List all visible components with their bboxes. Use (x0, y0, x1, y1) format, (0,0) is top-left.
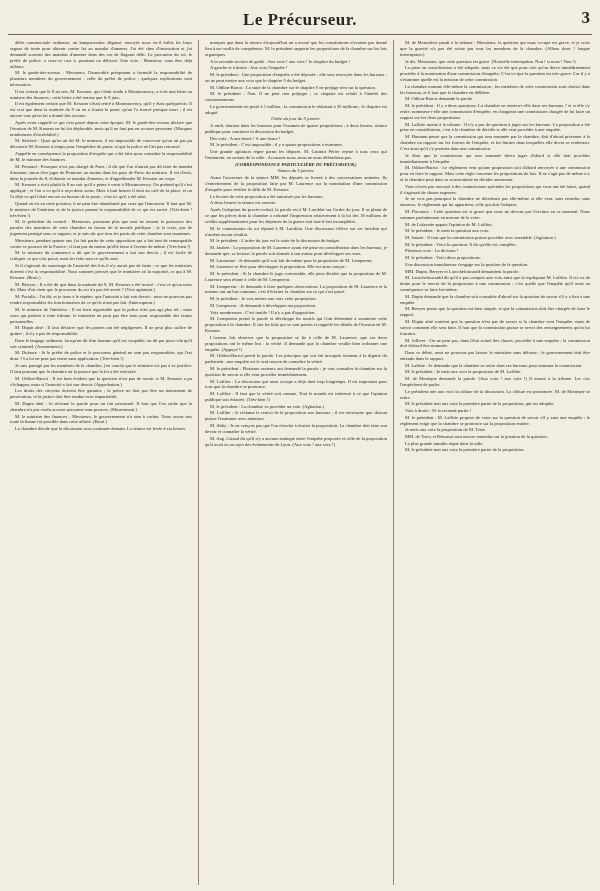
article-paragraph: M. le président : M. Laffitte propose de voter sur la question de savoir s'il y aura une enquête ; le règlement exige que la chambre se prononce sur la proposition entière. (400, 414, 590, 426)
column-2 (205, 40, 387, 885)
article-paragraph: Vous n'avez pas renvoyé à des commissions spéciales les propositions qui vous ont été faites, quand il s'agissait de choses urgentes. (400, 183, 590, 195)
article-paragraph: L'orateur fait observer que la proposition se lie à celle de M. Laurence, que ces deux propositions ont le même but : la vérité. Il demande que la chambre veuille bien ordonner une enquête. (Appuyé !) (205, 334, 387, 352)
page-header (8, 8, 592, 35)
article-paragraph: M. le président : Non. Il ne peut rien préjuger ; ce chapitre est relatif à l'intérêt des cautionnements. (205, 91, 387, 103)
article-paragraph: M. Lamartine : Je demande qu'il soit fait de même pour la proposition de M. Lempereur. (210, 257, 373, 263)
article-paragraph: M. le président : Je mets aux voix la proposition de M. Laffitte. (405, 369, 522, 375)
article-paragraph: Une discussion tumultueuse s'engage sur la position de la question. (405, 261, 529, 267)
article-paragraph: Il est certain que le 8 au soir, M. Kessner, qui s'était rendu à Montmorency, a écrit une lettre au ministre des finances ; cette lettre a été remise que le 9 juin. (10, 88, 192, 100)
article-paragraph: dèles commerciale ordinaire, un banqueroutier déguisé, envoyés nous ea-il faillis les huys segeaz de toute pour obtenir contre loi au mandat d'amener. J'ai été chez d'instruction et j'ai demandé souvent des mandats d'amener dans des cas de flagrant délit. Le procureur du roi, le préfet de police, a ceux-ce cast à, pourtant ou délivrer. Une voix : Monsieur, vous êtes déjà ailleurs. (10, 40, 192, 69)
article-paragraph: La prise en considération a été adoptée, mais ce n'a été que pour cela qu'on doive immédiatement procéder à la nomination d'une commission d'enquête. C'est ici que la question est très-grave. Car il y a s'examiner quelle est la mission de cette commission. (400, 65, 590, 83)
article-paragraph: M. Salverte : Quoi qu'en ait dit M. le ministre, il est impossible de concevoir qu'on ait pas pu découvrir M. Kessner à temps pour l'empêcher de partir, et que la police ne l'ait pas retrouvé. (10, 138, 192, 150)
article-paragraph: M. le ministre de l'intérieur : Il est bien regrettable que la police n'ait pas agi plus tôt ; mais ceux qui parlent à cette tribune, le ministère ne peut pas être tenu pour responsable des fautes personnelles. (10, 306, 192, 324)
column-divider (198, 40, 199, 885)
article-paragraph: Voix nombreuses : C'est inutile ! Il n'y a pas d'opposition. (210, 309, 316, 315)
article-paragraph: A la seconde section de garde : Aux voix ! aux voix ! le chapitre du budget ! (210, 58, 350, 64)
article-paragraph: Séance du 5 janvier. (277, 168, 315, 174)
article-paragraph: M. le ministre du commerce a dit que le gouvernement a fait son devoir ; il est facile de critiquer ce qui s'est passé, mais les faits sont ce qu'ils sont. (10, 250, 192, 262)
article-paragraph: M. de Montepie demande la parole. (Aux voix ! aux voix !) Il monte à la tribune. Les cris l'empêchent de parler. (400, 376, 590, 388)
article-paragraph: Après l'adoption du procès-verbal, la parole est à M. Laroblat sur l'ordre du jour. Il se plaint de ce que les pièces dont la chambre a ordonné l'impression relativement à la loi des 18 millions de crédits supplémentaires pour les dépenses de la guerre soit tout-à-fait incomplètes. (205, 207, 387, 224)
article-paragraph: Le président met aux voix la clôture de la discussion. La clôture est prononcée. M. de Montepie se retire. (400, 388, 590, 400)
article-paragraph: M. le président : L'ordre du jour est la suite de la discussion du budget. (210, 238, 341, 244)
article-paragraph: M. le commissaire du roi répond à M. Laroblat. Une discussion s'élève sur cet incident qui n'amène aucun résultat. (205, 225, 387, 237)
article-paragraph: M. Dupin demande que la chambre soit consultée d'abord sur la question de savoir s'il y a lieu à une enquête. (400, 293, 590, 305)
article-paragraph: M. Laffitte : La discussion qui nous occupe a déjà duré trop longtemps. Il est important pour tous que la chambre se prononce. (205, 378, 387, 390)
article-paragraph: M. Jaubert : La proposition de M. Laurence ayant été prise en considération dans les bureaux, je demande que, sa lecture, la parole soit donnée à son auteur pour développer ses vues. (205, 244, 387, 256)
article-paragraph: M. le président : Je mets la question aux voix. (405, 228, 490, 234)
article-paragraph: M. Lempereur prend la parole et développe les motifs qui l'ont déterminé à soumettre cette proposition à la chambre. Il cite les faits qui se sont passés et rappelle les détails de l'évasion de M. Kessner. (205, 316, 387, 334)
article-paragraph: Il est également certain que M. Kessner s'était retiré à Montmorency, qu'il y était quelquefois. Il est vrai que dans la matinée du 9 on en a fourni la poste, qu'on l'a trouvé presque mort ; il est encore vrai qu'on lui a donné des secours. (10, 101, 192, 119)
column-3 (400, 40, 590, 885)
article-paragraph: M. de Lafayette appuie l'opinion de M. Laffitte. (405, 221, 493, 227)
article-paragraph: M. le président du conseil : Messieurs, personne plus que moi ne ressent la puissance des paroles des membres de cette chambre en faveur de la morale publique ; je la crois, pas de jugement partagé sous ce rapport, et je suis sûr que tous les partis de cette chambre sont unanimes. (10, 219, 192, 237)
article-paragraph: M. Laffitte : Il faut que la vérité soit connue. Tout le monde est intéressé à ce que l'opinion publique soit éclairée. (Très-bien !) (205, 391, 387, 403)
article-paragraph: A midi, réunion dans les bureaux pour l'examen de quatre propositions ; à deux heures, séance publique pour continuer la discussion du budget. (205, 123, 387, 135)
article-paragraph: M. le garde-des-sceaux : Messieurs, l'honorable préopinant a formulé la responsabilité de plusieurs membres du gouvernement ; celle du préfet de police ; quelques explications sont nécessaires. (10, 70, 192, 88)
article-paragraph: M. le président : Je vais mettre aux voix cette proposition. (210, 296, 317, 302)
article-paragraph: La lecture de cette proposition a été autorisée par les bureaux. (210, 193, 324, 199)
page-number: 3 (581, 8, 590, 27)
article-paragraph: La chambre nomme elle-même la commission ; les membres de cette commission sont choisis dans les bureaux, et il faut que la chambre en délibère. (400, 83, 590, 95)
article-paragraph: M. Piscatory : Cette question est si grave que nous ne devons pas l'exclure en ce moment. Nous sommes parfaitement en mesure de la voter. (400, 209, 590, 220)
article-paragraph: Dans ce débat, nous ne pouvons pas laisser le ministère sans défense ; le gouvernement doit être entendu dans le rapport. (400, 350, 590, 362)
article-paragraph: Après avoir rappelé ce qui s'est passé depuis cette époque, M. le garde-des-sceaux déclare que l'évasion de M. Kessner ne lui fut déplorable, mais qu'il ne faut pas en accuser personne. (Marques nombreuses d'incrédulité.) (10, 119, 192, 137)
article-paragraph: Je suis partagé par les membres de la chambre, j'en conclu que le ministre n'a pas à se justifier. Il faut pourtant que la chambre ait la preuve que la loi a été exécutée. (10, 363, 192, 374)
article-paragraph: La plus grande tumulte règne dans la salle. (405, 440, 484, 446)
article-paragraph: M. Dupin aîné : Il faut déclarer que les parties ont été négligentes. Il ne peut plus suffire de quitter ; il n'y a pas de responsabilité. (10, 325, 192, 337)
article-paragraph: Voix à droite : Et la seconde partie ! (405, 408, 471, 414)
article-paragraph: A gauche et à droite : Aux voix l'enquête ! (210, 65, 288, 71)
article-paragraph: M. le président : C'est impossible ; il y a quatre propositions à examiner. (210, 142, 343, 148)
article-paragraph: M. Larochefoucauld dit qu'il a pas compris une voix ainsi que la expliquant M. Laffitte. Il n'a vu de doute pour le renvoi de la proposition à une commission ; c'est quelle que l'enquête qu'il avait en conséquence se faire lui-même. (400, 275, 590, 293)
article-paragraph: marquer que dans la séance d'aujourd'hui on a avoué que les constitutions n'avaient pas donné lieu à un conflit de compétence. M. le président rapporte les propositions de la chambre sur les lois organiques. (205, 40, 387, 57)
article-paragraph: M. le président : Une proposition d'enquête a été déposée ; elle sera renvoyée dans les bureaux ; on ne peut mettre aux voix que le chapitre 5 du budget. (205, 71, 387, 83)
article-paragraph: M. Dupin aîné soutient que la question n'est pas de savoir si la chambre veut l'enquête, mais de savoir comment elle sera faite. Il faut que la commission puisse se servir des renseignements qu'on lui fournira. (400, 319, 590, 336)
article-paragraph: M. le président : Il y a deux questions. La chambre se retirera-t-elle dans ses bureaux ? et si elle s'y retire, nommera-t-elle une commission d'enquête, en chargeant une commission chargée de lui faire un rapport sur les deux propositions. (400, 103, 590, 120)
article-paragraph: Si il s'agissait du sauvetage de l'autorité des lois il n'y aurait pas de faute ; ce que les ministres doivent c'est la responsabilité. Nous sommes pressés que le ministère ait la majorité, ce qui à M. Kessner. (Bruit.) (10, 262, 192, 280)
column-divider (393, 40, 394, 885)
article-paragraph: Une grande agitation règne parmi les députés. M. Casimir Périer rejette à tous ceux qui l'entourent, en sortant de la salle : Accusons-nous, nous ne nous défendrons pas. (205, 149, 387, 161)
article-paragraph: M. Fernand : Pourquoi n'est pas chargé de Paris ; il dit que l'on n'aurait pas dû faire de mandat d'amener, sinon d'en juger de Pontoise, au moins dans les pays de Paris, du ministre. Il est d'avis, dans la journée du 8, d'obtenir ce mandat d'amener, et d'appréhender M. Kessner au corps. (10, 163, 192, 181)
article-paragraph: M. Portalis : J'ai dit, et je tiens à le répéter, que l'autorité a fait son devoir ; nous ne pouvons pas rendre responsables les fonctionnaires de ce qu'ils n'ont pas fait. (Interruption.) (10, 294, 192, 306)
article-paragraph: M. Berryer pense que la question est bien simple, et que la commission doit être chargée de faire le rapport. (400, 306, 590, 318)
article-paragraph: M. Lempereur : Je demande à développer ma proposition. (210, 302, 317, 308)
article-paragraph: A deux heures la séance est ouverte. (210, 200, 277, 206)
article-paragraph: Je dirai que la commission qui sera nommée devra juger d'abord si elle doit procéder immédiatement à l'enquête. (400, 152, 590, 164)
article-paragraph: M. Odilon-Barrot prend la parole. Les principes qui ont été invoqués tiennent à la dignité du parlement ; une enquête est le seul moyen de connaître la vérité. (205, 353, 387, 365)
article-paragraph: Je dis, Messieurs, que cette question est grave. (Nouvelle interruption. Non ! si nous ! Non !) (405, 58, 576, 64)
article-paragraph: M. le ministre des finances : Messieurs, le gouvernement n'a rien à cacher. Nous avons mis toute la bonne foi possible dans cette affaire. (Bruit.) (10, 413, 192, 425)
article-paragraph: M. le président : La chambre va procéder au vote. (Agitation.) (210, 403, 325, 409)
article-paragraph: M. Kessner a écrit plutôt le 8 au soir qu'il a peine à venir à Montmorency. On prétend qu'il s'est appliqué ; et l'on a vu qu'il a reçu deux soins. Mais à huit heures il était au café de la place, et on l'a déjà vu qu'il était encore au bureau de la poste ; c'est ici qu'il a été saisi. (10, 182, 192, 200)
article-paragraph: MM. de Tracy et Rémusat sont encore entendus sur la position de la question. (405, 434, 548, 440)
article-paragraph: M. Odilon-Barrot : Il est bien évident que la question n'est pas de savoir si M. Kessner a pu s'échapper, mais si l'autorité a fait son devoir. (Approbation.) (10, 375, 192, 387)
article-paragraph: Ordre du jour du 5 janvier. (271, 116, 321, 122)
article-paragraph: M. Dufaure : Si le préfet de police et le procureur général ne sont pas responsables, qui l'est donc ? La loi ne peut pas rester sans application. (Très-bien !) (10, 350, 192, 362)
article-paragraph: M. le président : Voici deux propositions. (405, 255, 481, 261)
article-paragraph: M. Jollivet : On ne peut pas, dans l'état actuel des choses, procéder à une enquête ; la commission doit d'abord être nommée. (400, 337, 590, 349)
article-paragraph: M. Bérryer : Il a été dit que dans la matinée du 9, M. Kessner a été trouvé : c'est ce qu'on nous dit. Mais d'où vient que le procureur du roi n'a pas été averti ? (Vive agitation.) (10, 281, 192, 293)
article-paragraph: Des voix : A une heure ! A une heure ! (210, 135, 281, 141)
article-paragraph: M. le président : Si la chambre le juge convenable, elle peut décider que la proposition de M. Laurence sera réunie à celle de M. Lempereur. (205, 270, 387, 282)
article-paragraph: M. Laurence se lève pour développer la proposition. Elle est ainsi conçue : (210, 264, 348, 270)
article-paragraph: M. Laffitte : Je réclame le renvoi de la proposition aux bureaux ; il est nécessaire que chacun puisse l'examiner avec attention. (205, 410, 387, 422)
column-1 (10, 40, 192, 885)
article-paragraph: Dans le langage ordinaire, lorsqu'un dit d'un homme qu'il est coupable, on dit par pour cela qu'il soit criminel. (Assentiment.) (10, 337, 192, 349)
article-paragraph: M. le président met aux voix la première partie de la proposition. (405, 447, 525, 453)
article-paragraph: Les droits des citoyens doivent être garantis ; la police ne doit pas être un instrument de persécution, et la justice doit être rendue avec impartialité. (10, 388, 192, 400)
article-paragraph: M. Dupin aîné : Je réclame la parole pour un fait personnel. Il faut que l'on sache que la chambre n'a pas voulu accuser personne sans preuves. (Mouvement.) (10, 400, 192, 412)
article-paragraph: J'appelle en conséquence la proposition d'enquête qui a été faite pour connaître la responsabilité de M. le ministre des finances. (10, 151, 192, 162)
masthead-title: Le Précurseur. (242, 10, 357, 29)
article-paragraph: Je ne vois pas pourquoi la chambre ne déciderait pas elle-même si elle veut, sans retarder, sans entraves, le règlement qui lui appartient, celle qui doit l'adopter. (400, 196, 590, 208)
article-paragraph: Messieurs, pendant quinze ans j'ai fait partie de cette opposition qui a fait tant de remarquable contre ce pouvoir de la France ; il faut pas du moins qu'elle fasse à l'avenir de même. (Très-bien !) (10, 237, 192, 249)
article-paragraph: M. Ang. Giraud dit qu'il n'y a aucune analogie entre l'enquête proposée et celle de la proposition qu'il avait eu au sujet des événements de Lyon. (Aux voix ! aux voix !) (205, 435, 387, 447)
article-paragraph: M. de Montalivet paraît à la tribune : Messieurs, la question qui nous occupe est grave, et je crois que la gravité n'a pas été saisie par tous les membres de la chambre. (Allons donc ! longue interruption.) (400, 40, 590, 57)
article-paragraph: M. Odilon-Barrot : La suite de la chambre sur le chapitre 5 ne préjuge rien sur la question. (210, 84, 376, 90)
article-paragraph: M. Odilon-Barrot : Le règlement veut qu'une proposition soit d'abord renvoyée à une commission pour en faire le rapport. Mais cette règle concerne les propositions de lois. Il ne s'agit pas de même ici, et la chambre peut dans sa souveraineté en décider autrement. (400, 165, 590, 183)
article-paragraph: Je mets aux voix la proposition de M. Teste. (405, 427, 486, 433)
article-paragraph: La chambre décide que la discussion sera continuée demain. La séance est levée à six heures. (15, 426, 187, 432)
article-paragraph: Quand on est en cette position, il ne peut être abandonné par ceux qui l'entourent. Il faut que M. le ministre de l'intérieur et de la justice prenne la responsabilité de ce qui est arrivé. (Très-bien ! très-bien !) (10, 200, 192, 218)
article-paragraph: Le gouvernement est porté à 1 million ; la commission le réduisait à 35 millions ; le chapitre est adopté. (205, 103, 387, 115)
article-paragraph: M. Humann pense que la commission qui sera nommée par la chambre, doit d'abord présenter à la chambre un rapport sur les formes de l'enquête, et les limites dans lesquelles elle devra se renfermer. C'est ainsi qu'il s'y prendra dans une commission. (400, 134, 590, 151)
article-paragraph: M. Abby : Je ne conçois pas que l'on cherche à écarter la proposition. La chambre doit faire son devoir et connaître la vérité. (205, 423, 387, 434)
article-paragraph: M. le président met aux voix la première partie de la proposition, qui est adoptée. (405, 401, 555, 407)
article-paragraph: M. Lempereur : Je demande à faire quelques observations. La proposition de M. Laurence et la mienne ont un but commun, c'est d'éclairer la chambre sur ce qui s'est passé. (205, 283, 387, 295)
article-paragraph: Avant l'ouverture de la séance MM. les députés se livrent à des conversations animées. Ils s'entretiennent de la proposition faite par M. Laurence sur la nomination d'une commission d'enquête pour vérifier le délit de M. Kessner. (205, 175, 387, 192)
article-paragraph: MM. Dupin, Berryer et Larochefoucauld demandent la parole. (405, 268, 520, 274)
article-paragraph: M. le président : Voici la question. Il dit qu'elle est complète. (405, 241, 517, 247)
article-paragraph: (CORRESPONDANCE PARTICULIÈRE DU PRÉCURSEUR.) (235, 161, 357, 167)
article-paragraph: M. Odilon-Barrot demande la parole. (405, 96, 474, 102)
article-paragraph: M. Sauzet : Il faut que la commission puisse procéder avec ensemble. (Agitation.) (405, 235, 556, 241)
article-paragraph: M. le président : Plusieurs orateurs ont demandé la parole ; je vais consulter la chambre sur la question de savoir si elle veut procéder immédiatement. (205, 365, 387, 377)
article-paragraph: Plusieurs voix : La division ! (405, 248, 459, 254)
article-paragraph: M. Laffitte : Je demande que la chambre se retire dans ses bureaux pour nommer la commission. (405, 362, 583, 368)
article-paragraph: M. Laffitte monte à la tribune : Il n'y a pas de question à juger sur les bureaux. La proposition a été prise en considération, c'est à la chambre de décider si elle veut procéder à une enquête. (400, 121, 590, 133)
